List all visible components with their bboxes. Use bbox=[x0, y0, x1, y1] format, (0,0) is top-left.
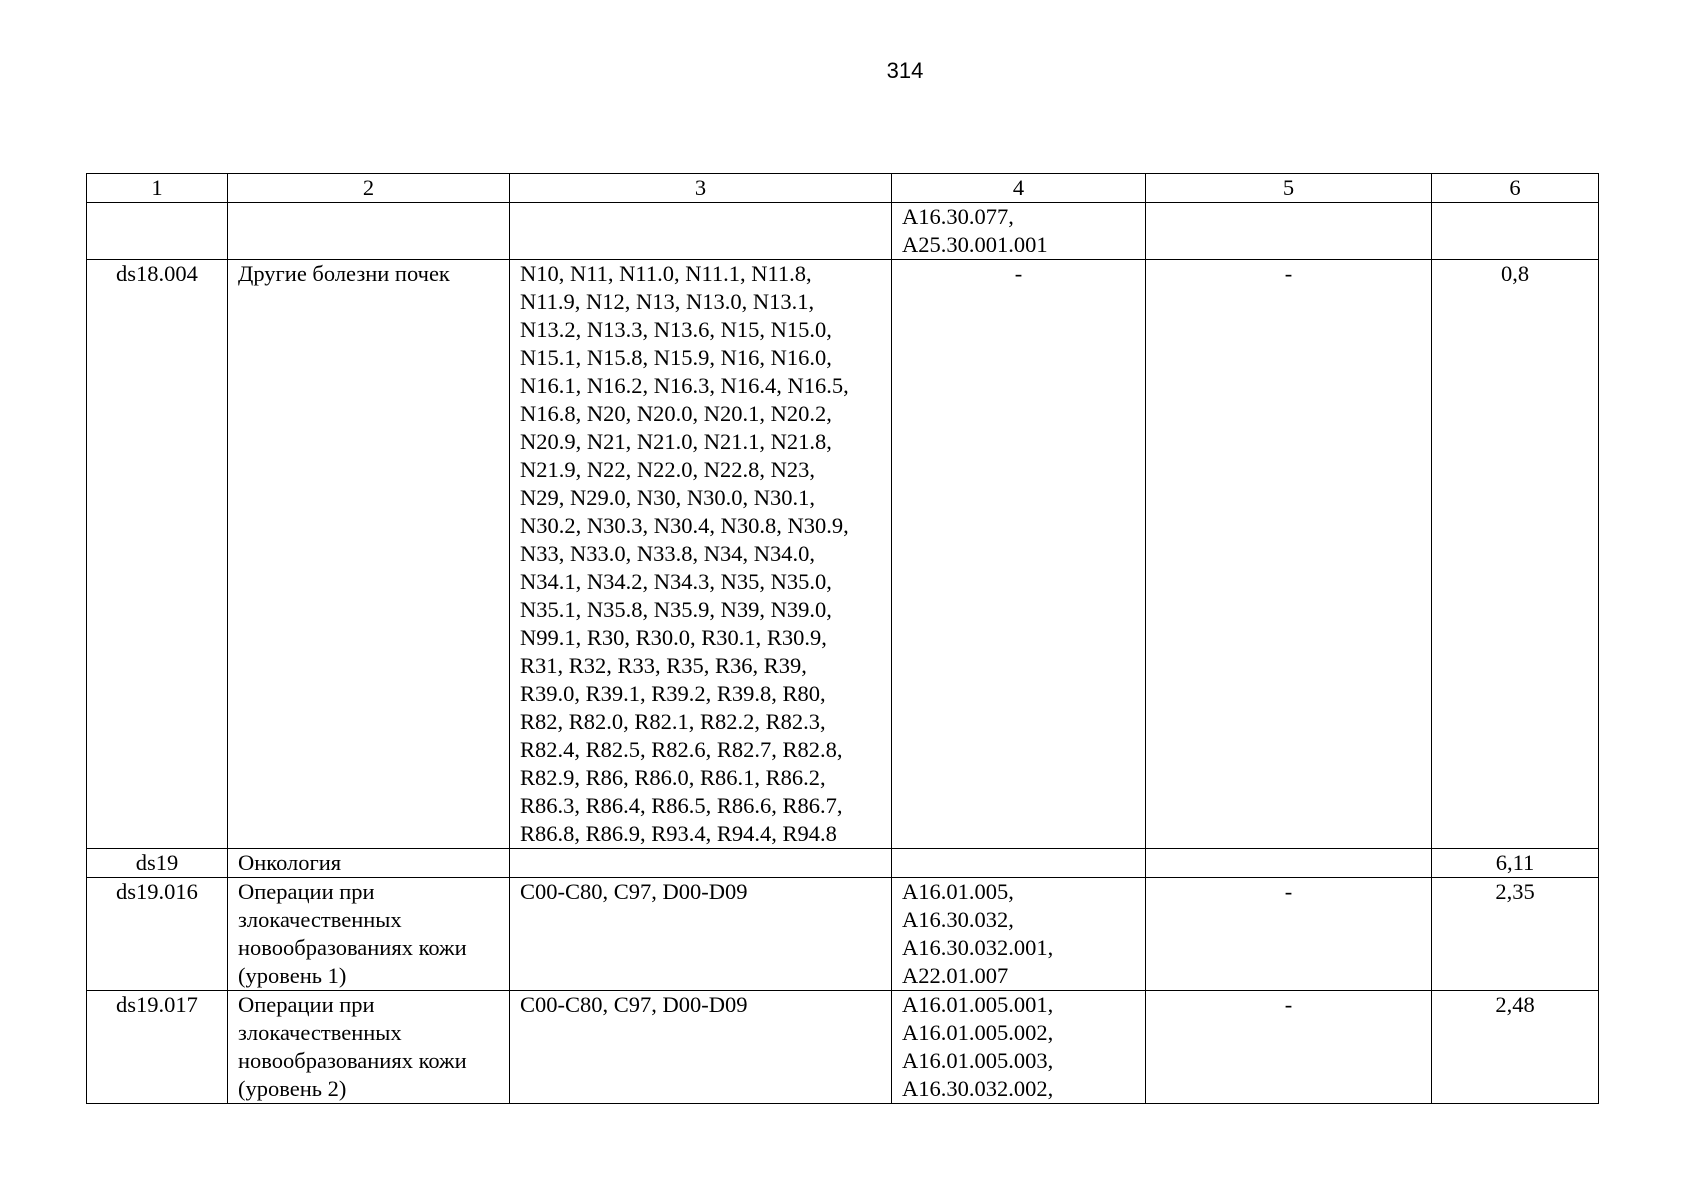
name-cell bbox=[228, 203, 510, 260]
table-row bbox=[87, 849, 1599, 878]
diagnoses-cell bbox=[510, 849, 892, 878]
diagnoses-cell: N10, N11, N11.0, N11.1, N11.8, N11.9, N12, N13, N13.0, N13.1, N13.2, N13.3, N13.6, N15, N15.0, N15.1, N15.8, N15.9, N16, N16.0, N16.1, N16.2, N16.3, N16.4, N16.5, N16.8, N20, N20.0, N20.1, N20.2, N20.9, N21, N21.0, N21.1, N21.8, N21.9, N22, N22.0, N22.8, N23, N29, N29.0, N30, N30.0, N30.1, N30.2, N30.3, N30.4, N30.8, N30.9, N33, N33.0, N33.8, N34, N34.0, N34.1, N34.2, N34.3, N35, N35.0, N35.1, N35.8, N35.9, N39, N39.0, N99.1, R30, R30.0, R30.1, R30.9, R31, R32, R33, R35, R36, R39, R39.0, R39.1, R39.2, R39.8, R80, R82, R82.0, R82.1, R82.2, R82.3, R82.4, R82.5, R82.6, R82.7, R82.8, R82.9, R86, R86.0, R86.1, R86.2, R86.3, R86.4, R86.5, R86.6, R86.7, R86.8, R86.9, R93.4, R94.4, R94.8 bbox=[510, 260, 892, 849]
services-cell: - bbox=[892, 260, 1146, 849]
diagnoses-cell: C00-C80, C97, D00-D09 bbox=[510, 991, 892, 1104]
code-cell: ds19.016 bbox=[87, 878, 228, 991]
coefficient-cell bbox=[1432, 203, 1599, 260]
code-cell bbox=[87, 203, 228, 260]
header-cell: 5 bbox=[1146, 174, 1432, 203]
header-cell: 2 bbox=[228, 174, 510, 203]
header-cell: 6 bbox=[1432, 174, 1599, 203]
coefficient-cell: 2,48 bbox=[1432, 991, 1599, 1104]
page-number: 314 bbox=[886, 58, 924, 83]
header-cell: 1 bbox=[87, 174, 228, 203]
table-header-row bbox=[87, 174, 1599, 203]
coefficient-cell: 2,35 bbox=[1432, 878, 1599, 991]
code-cell: ds19 bbox=[87, 849, 228, 878]
services-cell: A16.01.005.001, A16.01.005.002, A16.01.005.003, A16.30.032.002, bbox=[892, 991, 1146, 1104]
header-cell: 3 bbox=[510, 174, 892, 203]
name-cell: Операции при злокачественных новообразованиях кожи (уровень 2) bbox=[228, 991, 510, 1104]
diagnoses-cell: C00-C80, C97, D00-D09 bbox=[510, 878, 892, 991]
criteria-cell: - bbox=[1146, 878, 1432, 991]
code-cell: ds18.004 bbox=[87, 260, 228, 849]
code-cell: ds19.017 bbox=[87, 991, 228, 1104]
criteria-cell: - bbox=[1146, 991, 1432, 1104]
table-row bbox=[87, 203, 1599, 260]
services-cell: A16.30.077, A25.30.001.001 bbox=[892, 203, 1146, 260]
diagnoses-cell bbox=[510, 203, 892, 260]
criteria-cell bbox=[1146, 849, 1432, 878]
coefficient-cell: 0,8 bbox=[1432, 260, 1599, 849]
header-cell: 4 bbox=[892, 174, 1146, 203]
services-cell: A16.01.005, A16.30.032, A16.30.032.001, A22.01.007 bbox=[892, 878, 1146, 991]
coefficient-cell: 6,11 bbox=[1432, 849, 1599, 878]
services-cell bbox=[892, 849, 1146, 878]
name-cell: Онкология bbox=[228, 849, 510, 878]
criteria-cell: - bbox=[1146, 260, 1432, 849]
table-row bbox=[87, 878, 1599, 991]
table-row bbox=[87, 991, 1599, 1104]
name-cell: Операции при злокачественных новообразованиях кожи (уровень 1) bbox=[228, 878, 510, 991]
tariff-table bbox=[86, 173, 1599, 1104]
table-row bbox=[87, 260, 1599, 849]
name-cell: Другие болезни почек bbox=[228, 260, 510, 849]
criteria-cell bbox=[1146, 203, 1432, 260]
